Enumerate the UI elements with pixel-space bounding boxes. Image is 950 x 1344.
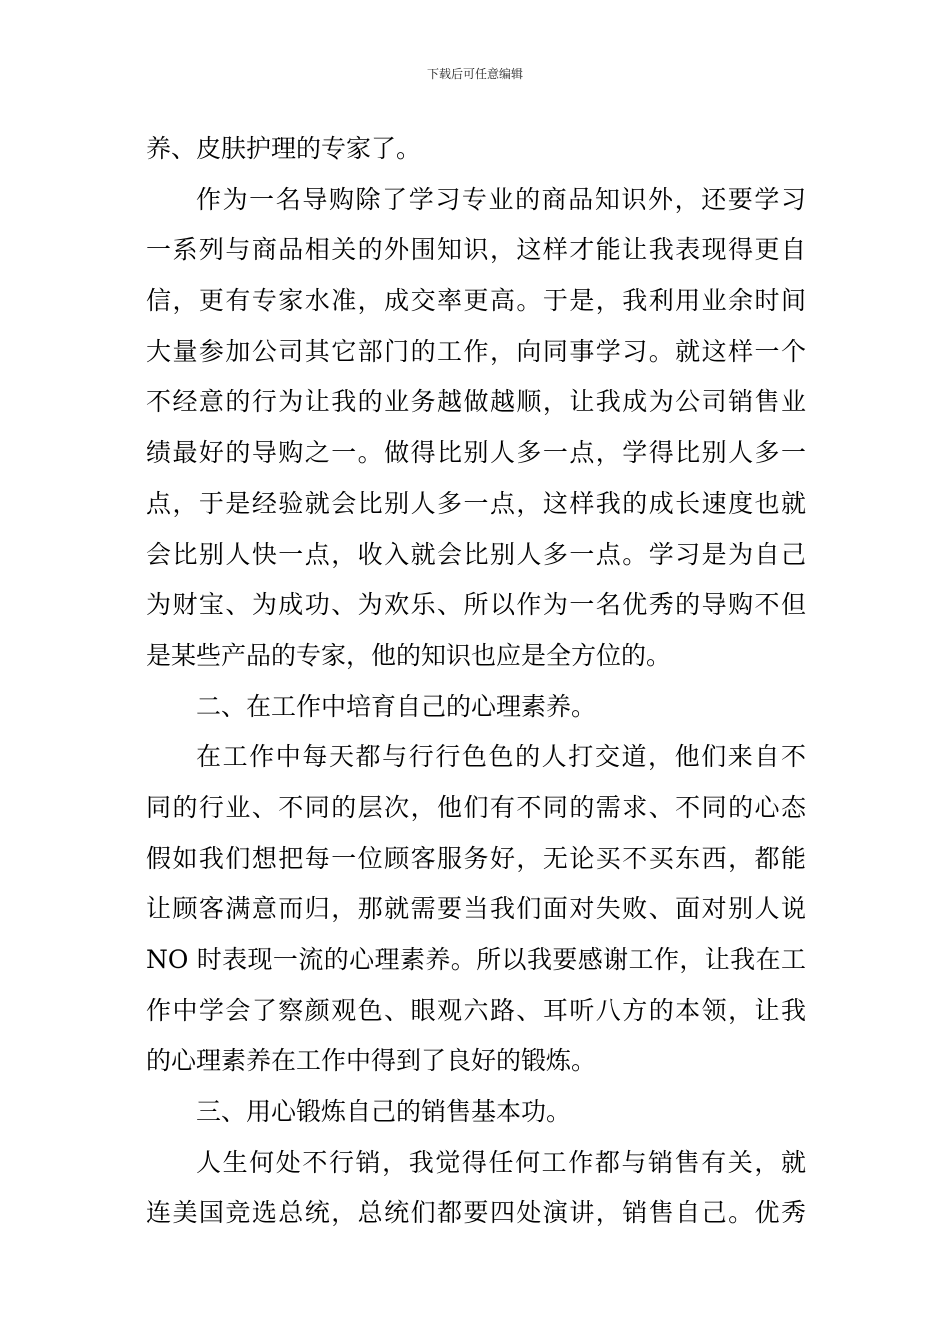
text-line: 点，于是经验就会比别人多一点，这样我的成长速度也就 — [146, 488, 806, 518]
text-line: 养、皮肤护理的专家了。 — [146, 134, 422, 163]
text-line: NO 时表现一流的心理素养。所以我要感谢工作，让我在工 — [146, 945, 806, 974]
text-line: 为财宝、为成功、为欢乐、所以作为一名优秀的导购不但 — [146, 590, 806, 620]
text-line: 作中学会了察颜观色、眼观六路、耳听八方的本领，让我 — [146, 995, 806, 1025]
text-line: 同的行业、不同的层次，他们有不同的需求、不同的心态 — [146, 792, 806, 822]
text-line: 是某些产品的专家，他的知识也应是全方位的。 — [146, 640, 672, 670]
text-line: 三、用心锻炼自己的销售基本功。 — [196, 1097, 572, 1127]
text-line: 连美国竞选总统，总统们都要四处演讲，销售自己。优秀 — [146, 1198, 806, 1228]
text-line: 假如我们想把每一位顾客服务好，无论买不买东西，都能 — [146, 843, 806, 873]
text-line: 在工作中每天都与行行色色的人打交道，他们来自不 — [196, 742, 806, 772]
document-body — [146, 124, 806, 1239]
text-line: 会比别人快一点，收入就会比别人多一点。学习是为自己 — [146, 539, 806, 569]
text-line: 作为一名导购除了学习专业的商品知识外，还要学习 — [196, 184, 806, 214]
text-line: 二、在工作中培育自己的心理素养。 — [196, 691, 597, 721]
text-line: 一系列与商品相关的外围知识，这样才能让我表现得更自 — [146, 235, 806, 265]
text-line: 信，更有专家水准，成交率更高。于是，我利用业余时间 — [146, 286, 806, 316]
text-line: 人生何处不行销，我觉得任何工作都与销售有关，就 — [196, 1147, 806, 1177]
page-header: 下载后可任意编辑 — [426, 67, 523, 81]
text-line: 的心理素养在工作中得到了良好的锻炼。 — [146, 1046, 597, 1076]
text-line: 让顾客满意而归，那就需要当我们面对失败、面对别人说 — [146, 894, 806, 924]
text-line: 绩最好的导购之一。做得比别人多一点，学得比别人多一 — [146, 438, 806, 468]
text-line: 大量参加公司其它部门的工作，向同事学习。就这样一个 — [146, 336, 806, 366]
text-line: 不经意的行为让我的业务越做越顺，让我成为公司销售业 — [146, 387, 806, 417]
